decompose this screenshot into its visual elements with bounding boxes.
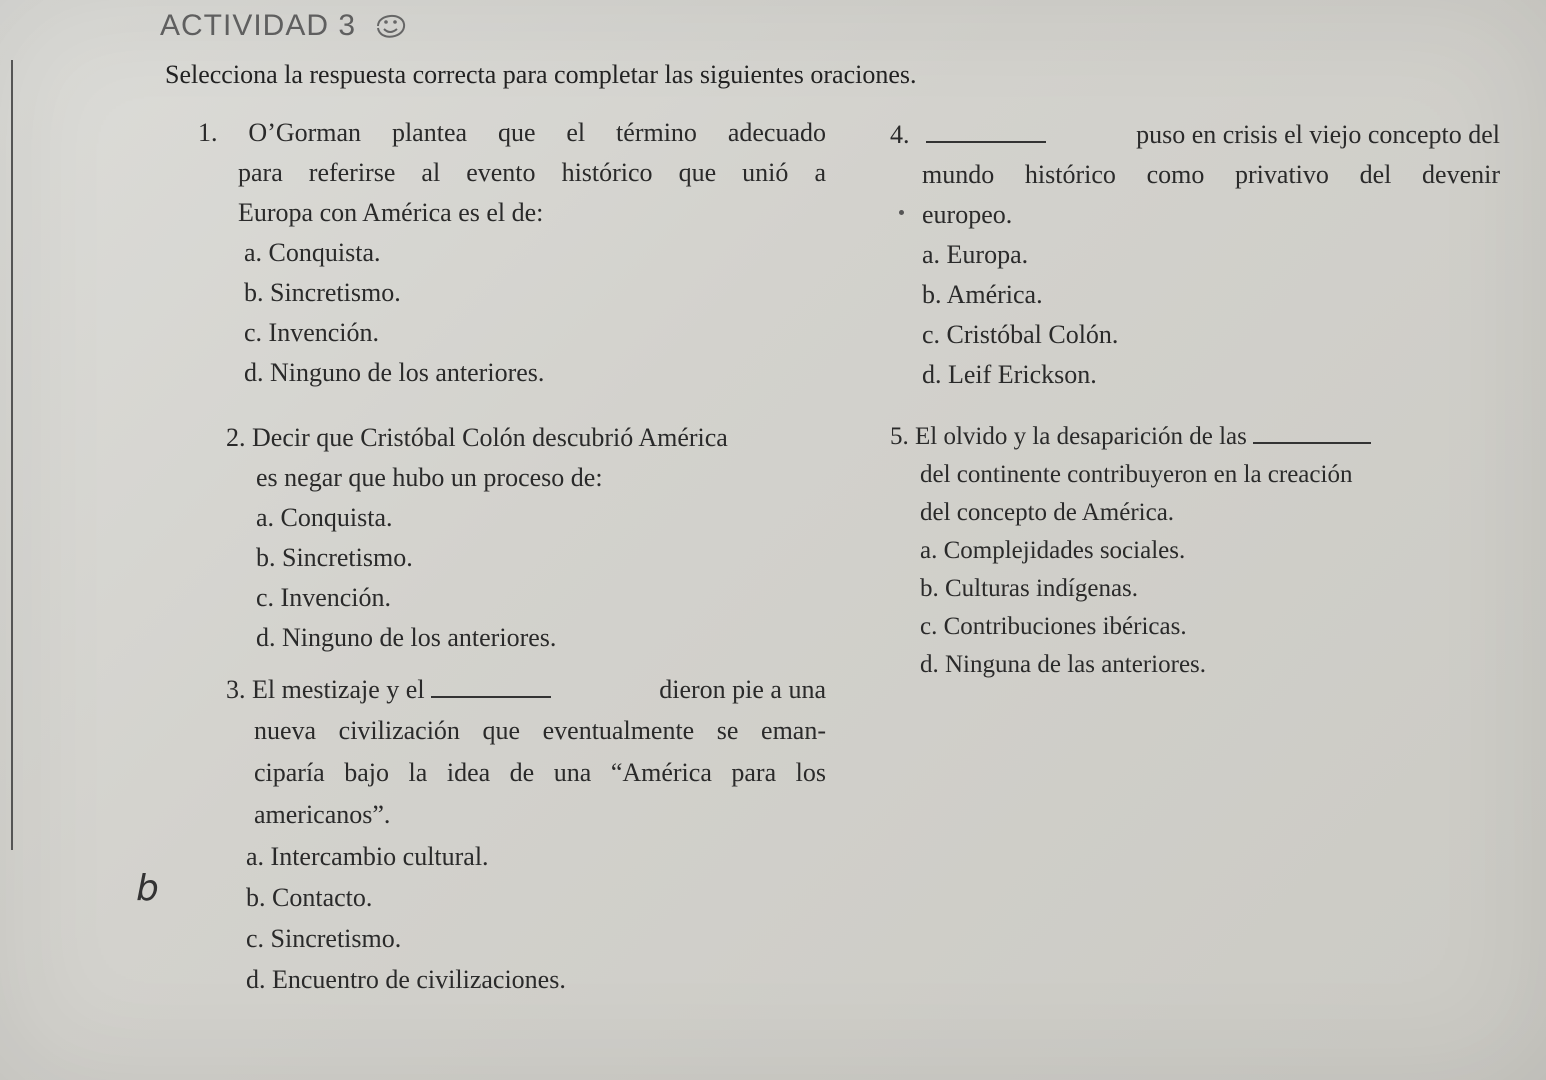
option-d[interactable]: d. Ninguno de los anteriores. [244,358,545,387]
question-5 [890,418,1450,684]
option-b[interactable]: b. Culturas indígenas. [920,575,1139,602]
option-c[interactable]: c. Sincretismo. [246,924,402,953]
question-stem-text: El mestizaje y el [252,675,425,704]
question-1 [198,113,826,393]
question-number: 5. [890,423,909,450]
question-stem-text: dieron pie a una [659,675,826,704]
option-a[interactable]: a. Intercambio cultural. [246,842,489,871]
question-3 [226,670,826,1000]
handwritten-answer: b [136,868,159,909]
option-b[interactable]: b. América. [922,280,1043,309]
question-stem-line: americanos”. [254,800,391,829]
question-2 [226,418,826,658]
activity-title: ACTIVIDAD 3 [160,9,357,42]
question-stem-line: nueva civilización que eventualmente se eman- [254,716,826,745]
activity-header [160,6,410,46]
question-stem-text: El olvido y la desaparición de las [915,423,1247,450]
question-number: 2. [226,423,246,452]
option-d[interactable]: d. Encuentro de civilizaciones. [246,965,566,994]
question-stem-line: ciparía bajo la idea de una “América para los [254,758,826,787]
question-stem-line: del continente contribuyeron en la creación [920,461,1353,488]
question-stem-line: Europa con América es el de: [238,198,544,227]
question-stem [890,418,1450,456]
option-b[interactable]: b. Contacto. [246,883,373,912]
option-d[interactable]: d. Ninguno de los anteriores. [256,623,557,652]
answer-blank[interactable] [926,119,1046,143]
option-c[interactable]: c. Invención. [256,583,392,612]
option-a[interactable]: a. Complejidades sociales. [920,537,1186,564]
instructions-text: Selecciona la respuesta correcta para completar las siguientes oraciones. [165,60,917,89]
question-stem [226,418,826,458]
answer-blank[interactable] [1253,420,1371,444]
question-stem-line: del concepto de América. [920,499,1175,526]
option-a[interactable]: a. Conquista. [244,238,381,267]
question-stem [198,113,826,153]
question-4 [890,115,1500,395]
option-a[interactable]: a. Conquista. [256,503,393,532]
smiley-face-icon [370,8,410,44]
option-b[interactable]: b. Sincretismo. [244,278,401,307]
answer-blank[interactable] [431,674,551,698]
question-stem [226,670,826,710]
question-number: 4. [890,120,910,149]
option-c[interactable]: c. Cristóbal Colón. [922,320,1119,349]
question-stem [890,115,1500,155]
question-stem-line: O’Gorman plantea que el término adecuado [248,118,826,147]
question-stem-line: es negar que hubo un proceso de: [256,463,603,492]
question-stem-text: puso en crisis el viejo concepto del [1136,120,1500,149]
option-b[interactable]: b. Sincretismo. [256,543,413,572]
stray-mark [899,210,904,215]
option-c[interactable]: c. Contribuciones ibéricas. [920,613,1187,640]
question-stem-line: mundo histórico como privativo del devenir [922,160,1500,189]
question-number: 3. [226,675,246,704]
page-margin-line [11,60,13,850]
option-d[interactable]: d. Ninguna de las anteriores. [920,651,1207,678]
question-stem-line: Decir que Cristóbal Colón descubrió América [252,423,728,452]
question-number: 1. [198,118,218,147]
option-c[interactable]: c. Invención. [244,318,380,347]
question-stem-line: europeo. [922,200,1013,229]
option-a[interactable]: a. Europa. [922,240,1029,269]
question-stem-line: para referirse al evento histórico que unió a [238,158,826,187]
option-d[interactable]: d. Leif Erickson. [922,360,1097,389]
